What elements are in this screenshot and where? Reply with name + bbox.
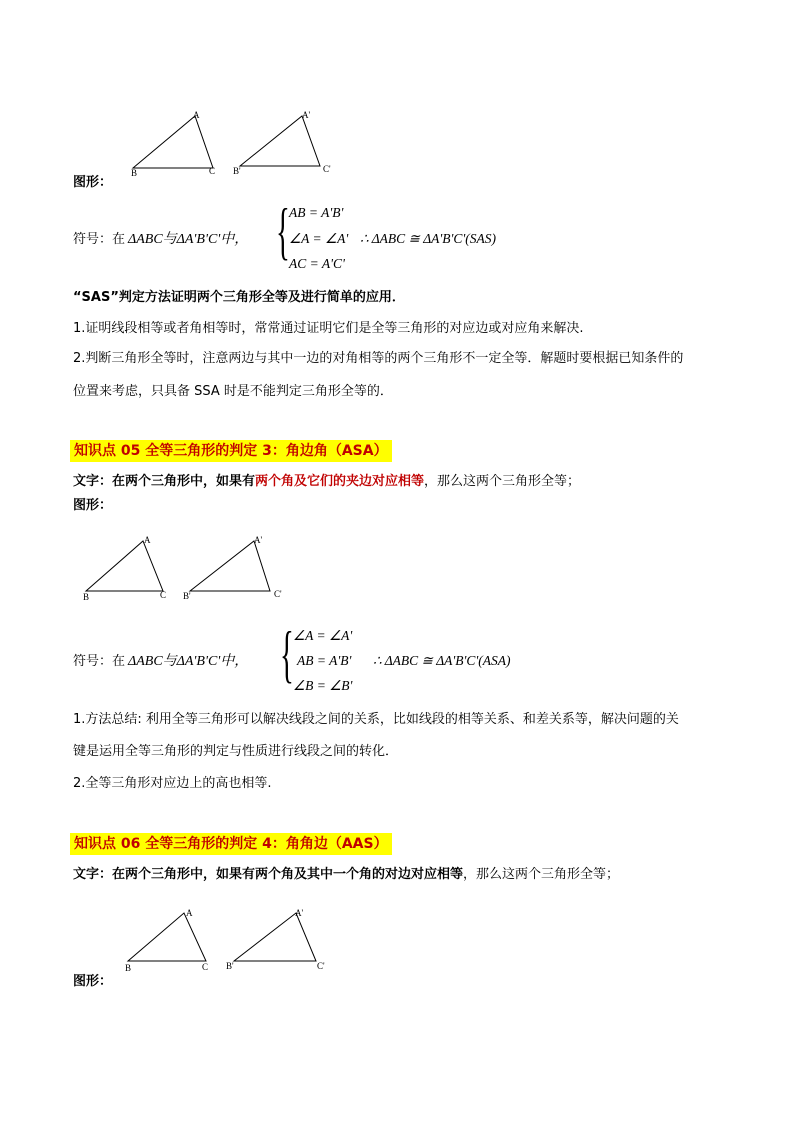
figure-label: 图形：	[73, 175, 113, 190]
sas-p2a: 2.判断三角形全等时，注意两边与其中一边的对角相等的两个三角形不一定全等．解题时要根据已知条件的	[73, 351, 684, 366]
vertex-b: B	[125, 963, 132, 973]
aas-text-highlight: 两个角及其中一个角的对边对应相等	[255, 867, 464, 882]
asa-text-prefix: 文字：在两个三角形中，如果有	[73, 474, 256, 489]
sas-p2b: 位置来考虑，只具备 SSA 时是不能判定三角形全等的．	[73, 384, 393, 399]
asa-conclusion: ∴ ΔABC ≅ ΔA'B'C'(ASA)	[373, 653, 511, 668]
triangle-abc-aas	[120, 905, 220, 977]
asa-p1a: 1.方法总结: 利用全等三角形可以解决线段之间的关系，比如线段的相等关系、和差关系等，解决问题的关	[73, 712, 679, 727]
vertex-c-prime: C'	[274, 589, 282, 599]
triangle-a1b1c1-sas	[232, 108, 342, 180]
triangle-a1b1c1-asa	[182, 533, 292, 605]
asa-text-highlight: 两个角及它们的夹边对应相等	[255, 474, 425, 489]
asa-p1b: 键是运用全等三角形的判定与性质进行线段之间的转化．	[73, 744, 399, 759]
asa-eq1: ∠A = ∠A'	[293, 628, 353, 643]
aas-heading: 知识点 06 全等三角形的判定 4：角角边（AAS）	[70, 833, 392, 855]
symbol-prefix: 符号：在	[73, 232, 126, 247]
vertex-a: A	[193, 110, 200, 120]
vertex-c: C	[209, 166, 216, 176]
vertex-a-prime: A'	[302, 110, 311, 120]
sas-eq2: ∠A = ∠A'	[289, 231, 349, 246]
brace: {	[280, 618, 294, 689]
vertex-a-prime: A'	[295, 908, 304, 918]
vertex-a: A	[144, 535, 151, 545]
aas-text	[73, 866, 619, 884]
sas-conclusion: ∴ ΔABC ≅ ΔA'B'C'(SAS)	[360, 231, 497, 246]
sas-eq3: AC = A'C'	[289, 256, 345, 271]
asa-eq3: ∠B = ∠B'	[293, 678, 353, 693]
triangle-a1b1c1-aas	[224, 905, 334, 977]
vertex-a: A	[186, 908, 193, 918]
sas-eq1: AB = A'B'	[289, 205, 344, 220]
sas-p1: 1.证明线段相等或者角相等时，常常通过证明它们是全等三角形的对应边或对应角来解决.	[73, 321, 584, 336]
brace: {	[276, 195, 290, 266]
asa-heading: 知识点 05 全等三角形的判定 3：角边角（ASA）	[70, 440, 392, 462]
vertex-b-prime: B'	[233, 166, 241, 176]
vertex-a-prime: A'	[254, 535, 263, 545]
vertex-c-prime: C'	[323, 164, 331, 174]
vertex-c-prime: C'	[317, 961, 325, 971]
asa-figure-label: 图形：	[73, 498, 113, 513]
vertex-b-prime: B'	[183, 591, 191, 601]
asa-text-suffix: ，那么这两个三角形全等；	[424, 474, 581, 489]
symbol-mid: ΔABC与ΔA'B'C'中，	[128, 232, 249, 247]
aas-figure-label: 图形：	[73, 974, 113, 989]
asa-text	[73, 473, 580, 491]
aas-text-prefix: 文字：在两个三角形中，如果有	[73, 867, 256, 882]
asa-symbol-mid: ΔABC与ΔA'B'C'中，	[128, 654, 249, 669]
vertex-b: B	[131, 168, 138, 178]
vertex-b: B	[83, 592, 90, 602]
asa-symbol-prefix: 符号：在	[73, 654, 126, 669]
vertex-b-prime: B'	[226, 961, 234, 971]
vertex-c: C	[160, 590, 167, 600]
asa-p2: 2.全等三角形对应边上的高也相等.	[73, 776, 272, 791]
sas-title: “SAS”判定方法证明两个三角形全等及进行简单的应用．	[73, 290, 405, 305]
vertex-c: C	[202, 962, 209, 972]
triangle-abc-asa	[78, 533, 178, 605]
triangle-abc-sas	[125, 108, 225, 180]
asa-eq2: AB = A'B'	[297, 653, 352, 668]
aas-text-suffix: ，那么这两个三角形全等；	[463, 867, 620, 882]
